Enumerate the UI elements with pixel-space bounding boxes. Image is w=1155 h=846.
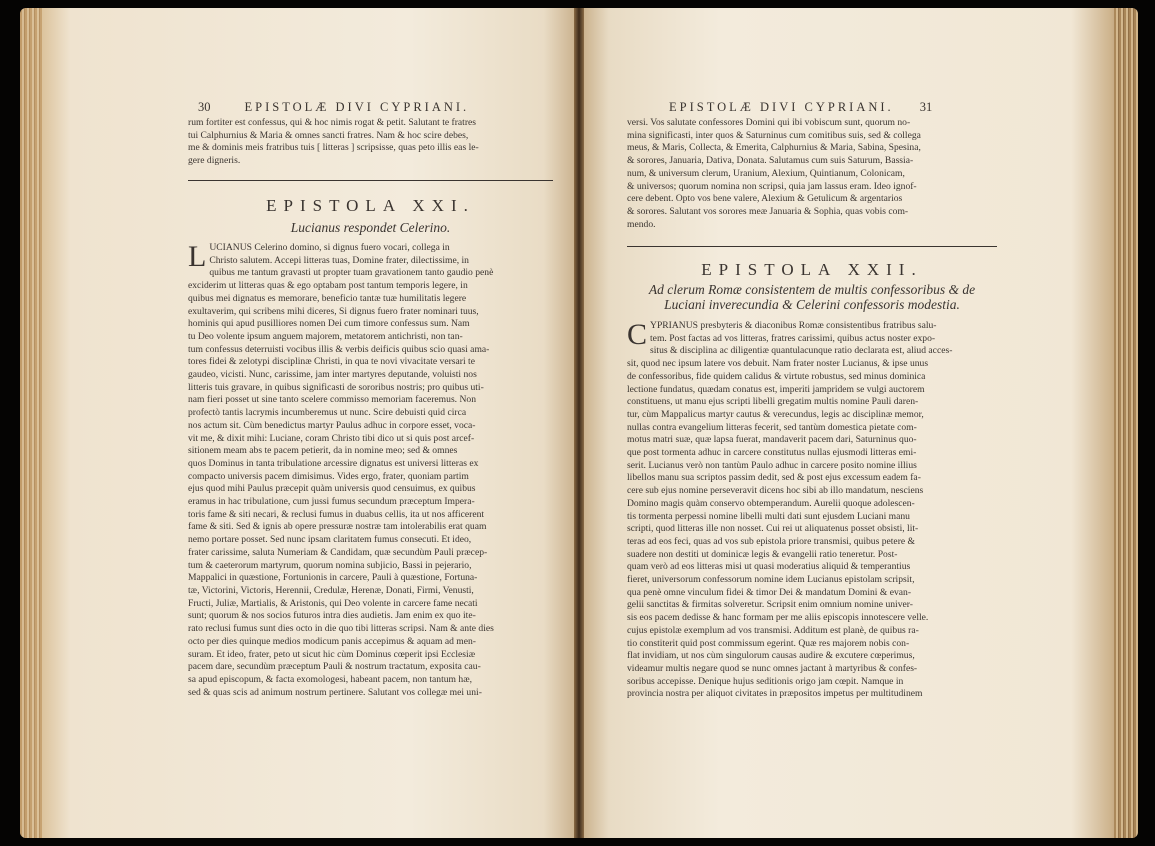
text-line: sit, quod nec ipsum latere vos debuit. Nam frater noster Lucianus, & ipse unus	[627, 358, 929, 370]
subtitle-line: Luciani inverecundia & Celerini confessoris modestia.	[664, 297, 960, 312]
text-line: quibus mei dignatus es memorare, beneficio tantæ tuæ humilitatis legere	[188, 292, 467, 304]
text-line: Fructi, Juliæ, Martialis, & Aristonis, qui Deo volente in carcere fame necati	[188, 597, 478, 609]
page-edges-left	[20, 8, 42, 838]
text-line: num, & universum clerum, Uranium, Alexium, Quintianum, Colonicam,	[627, 167, 905, 179]
text-line: & universos; quorum nomina non scripsi, quia jam lassus eram. Ideo ignof-	[627, 180, 917, 192]
epistle-subtitle-right	[627, 282, 997, 312]
text-line: fame & siti. Sed & ignis ab opere pressuræ nostræ tam intolerabilis erat quam	[188, 521, 487, 533]
page-number-right: 31	[919, 100, 933, 114]
page-edges-right	[1114, 8, 1138, 838]
text-line: tum confessus deterruisti vocibus illis & verbis deificis quibus scio quasi ama-	[188, 343, 490, 355]
text-line: pacem dare, secundùm præceptum Pauli & nostrum tractatum, exposita cau-	[188, 661, 481, 673]
text-line: motus matri suæ, quæ lapsa fuerat, mandaverit pacem dari, Saturninus quo-	[627, 434, 917, 446]
text-line: tores fidei & zelotypi disciplinæ Christi, in qua te novi vivacitate versari te	[188, 356, 475, 368]
text-line: exultaverim, qui scribens mihi diceres, Si dignus fuero frater nominari tuus,	[188, 305, 479, 317]
text-line: profectò tantis lacrymis incumberemus ut nunc. Scire debuisti quid circa	[188, 407, 467, 419]
text-line: tio constiterit quid post commissum egerint. Quæ res majorem nobis con-	[627, 637, 910, 649]
running-head-left-text: EPISTOLÆ DIVI CYPRIANI.	[244, 100, 470, 114]
right-epistle-body	[627, 320, 997, 701]
running-head-right	[669, 100, 932, 115]
text-line: soribus accepisse. Denique hujus seditionis origo jam cœpit. Namque in	[627, 675, 904, 687]
text-line: tæ, Victorini, Victoris, Herennii, Credulæ, Herenæ, Donati, Firmi, Venusti,	[188, 584, 474, 596]
text-line: libellos manu sua scriptos passim dedit, sed & post ejus excessum eadem fa-	[627, 472, 921, 484]
text-line: cujus epistolæ exemplum ad vos transmisi. Additum est planè, de quibus ra-	[627, 624, 919, 636]
text-line: hominis qui apud pusilliores nomen Dei cum timore confessus sum. Nam	[188, 318, 470, 330]
text-line: vit me, & dixit mihi: Luciane, coram Christo tibi dico ut si quis post arcef-	[188, 432, 475, 444]
text-line: rum fortiter est confessus, qui & hoc nimis rogat & petit. Salutant te fratres	[188, 117, 477, 128]
text-line: Domino magis quàm conservo obtemperandum. Aurelii quoque adolescen-	[627, 497, 915, 509]
section-rule-left	[188, 180, 553, 181]
text-line: versi. Vos salutate confessores Domini qui ibi vobiscum sunt, quorum no-	[627, 117, 911, 128]
text-line: teras ad eos feci, quas ad vos sub epistola priore transmisi, quibus petere &	[627, 535, 916, 547]
text-line: situs & disciplina ac diligentiæ quantulacunque ratio declarata est, aliud acces-	[650, 345, 953, 357]
text-line: tum & caeterorum martyrum, quorum nomina subjicio, Bassi in pejerario,	[188, 559, 472, 571]
text-line: suadere non destiti ut dominicæ legis & evangelii ratio teneretur. Post-	[627, 548, 898, 560]
text-line: scripti, quod litteras ille non nosset. Cui rei ut aliquatenus posset obsisti, lit-	[627, 523, 919, 535]
left-body-lines	[188, 255, 553, 700]
text-line: & sorores, Januaria, Dativa, Donata. Salutamus cum suis Saturum, Bassia-	[627, 155, 914, 167]
text-line: quibus me tantum gravasti ut propter tuam gravationem tanto gaudio penè	[209, 267, 494, 279]
section-rule-right	[627, 246, 997, 247]
text-line: litteris tuis gravare, in quibus significasti de sororibus nostris; pro quibus uti-	[188, 381, 484, 393]
text-line: de confessoribus, fide quidem calidus & virtute robustus, sed minus dominica	[627, 370, 926, 382]
text-line: gelii sanctitas & firmitas solveretur. Scripsit enim omnium nomine univer-	[627, 599, 913, 611]
text-line: sed & quas scis ad animum nostrum pertinere. Salutant vos collegæ mei uni-	[188, 686, 482, 698]
text-line: tis tormenta perpessi nomine libelli multi dati sunt ejusdem Luciani manu	[627, 510, 910, 522]
text-line: mina significasti, inter quos & Saturninus cum comitibus suis, sed & collega	[627, 129, 921, 141]
text-line: videamur multis negare quod se nunc omnes jactant à martyribus & confes-	[627, 662, 918, 674]
text-line: cere sub ejus nomine perseveravit dicens hoc sibi ab illo mandatum, nesciens	[627, 485, 924, 497]
first-word-right: YPRIANUS	[650, 320, 698, 331]
left-continuation	[188, 117, 553, 168]
text-line: compacto universis pacem dimisimus. Vides ergo, frater, quoniam partim	[188, 470, 469, 482]
right-page	[581, 8, 1138, 838]
text-line: serit. Lucianus verò non tantùm Paulo adhuc in carcere posito nomine illius	[627, 459, 917, 471]
text-line: tui Calphurnius & Maria & omnes sancti fratres. Nam & hoc scire debes,	[188, 129, 469, 141]
epistle-subtitle-left: Lucianus respondet Celerino.	[290, 220, 451, 235]
text-line: cere debent. Opto vos bene valere, Alexium & Getulicum & argentarios	[627, 193, 903, 205]
right-continuation	[627, 117, 997, 231]
left-page	[20, 8, 577, 838]
text-line: nos actum sit. Cùm benedictus martyr Paulus adhuc in corpore esset, voca-	[188, 419, 476, 431]
text-line: mendo.	[627, 218, 656, 230]
text-line: fieret, universorum confessorum nomine idem Lucianus epistolam scripsit,	[627, 574, 915, 586]
text-line: quam verò ad eos litteras misi ut quasi moderatius aliquid & temperantius	[627, 561, 911, 573]
epistle-title-right: EPISTOLA XXII.	[701, 260, 923, 279]
text-line: qua penè omne vinculum fidei & timor Dei & mandatum Domini & evan-	[627, 586, 912, 598]
epistle-title-left: EPISTOLA XXI.	[266, 196, 475, 215]
text-line: exciderim ut litteras quas & ego optabam post tantum temporis legere, in	[188, 280, 468, 292]
text-line: presbyteris & diaconibus Romæ consistentibus fratribus salu-	[700, 320, 937, 331]
open-book	[20, 8, 1138, 838]
text-line: sitionem meam abs te pacem petierit, da in nomine meo; sed & omnes	[188, 445, 458, 457]
running-head-left	[198, 100, 469, 115]
text-line: gere digneris.	[188, 155, 241, 167]
right-body-lines	[627, 333, 997, 701]
text-line: Celerino domino, si dignus fuero vocari, collega in	[254, 242, 450, 253]
text-line: toris fame & siti necari, & reclusi fumus in duabus cellis, ita ut nos afficerent	[188, 508, 485, 520]
book-gutter	[574, 8, 584, 838]
text-line: tu Deo volente ipsum anguem majorem, metatorem antichristi, non tan-	[188, 330, 463, 342]
text-line: constituens, ut manu ejus scripti libelli gregatim multis nomine Pauli daren-	[627, 396, 919, 408]
text-line: nemo portare posset. Sed nunc ipsam claritatem fumus consecuti. Et ideo,	[188, 534, 472, 546]
text-line: rato reclusi fumus sunt dies octo in die quo tibi litteras scripsi. Nam & ante dies	[188, 623, 494, 635]
drop-cap-left: L	[188, 240, 207, 273]
left-epistle-body	[188, 242, 553, 699]
text-line: Christo salutem. Accepi litteras tuas, Domine frater, dilectissime, in	[209, 254, 469, 266]
text-line: Mappalici in quæstione, Fortunionis in carcere, Pauli à quæstione, Fortuna-	[188, 572, 478, 584]
text-line: nullas contra evangelium litteras fecerit, sed tantùm domestica pietate com-	[627, 421, 917, 433]
text-line: & sorores. Salutant vos sorores meæ Januaria & Sophia, quas vobis com-	[627, 205, 909, 217]
drop-cap-right: C	[627, 318, 648, 351]
text-line: eramus in hac tribulatione, cum jussi fumus secundum præceptum Impera-	[188, 496, 475, 508]
text-line: lectione fundatus, quædam conatus est, imperiti jampridem se vulgi auctorem	[627, 383, 925, 395]
text-line: sis eos pacem dedisse & hanc formam per me aliis episcopis innotescere velle.	[627, 612, 929, 624]
text-line: nam fieri posset ut sine tanto scelere commisso memoriam faceremus. Non	[188, 394, 476, 406]
text-line: tem. Post factas ad vos litteras, fratres carissimi, quibus actus noster expo-	[650, 332, 936, 344]
text-line: quos Dominus in tanta tribulatione arcessire dignatus est universi litteras ex	[188, 457, 479, 469]
text-line: frater carissime, saluta Numeriam & Candidam, quæ secundùm Pauli præcep-	[188, 546, 488, 558]
subtitle-line: Ad clerum Romæ consistentem de multis confessoribus & de	[648, 282, 976, 297]
text-line: suram. Et ideo, frater, peto ut sicut hic cùm Dominus cœperit ipsi Ecclesiæ	[188, 648, 476, 660]
text-line: sa apud episcopum, & facta exomologesi, habeant pacem, non tantum hæ,	[188, 673, 473, 685]
running-head-right-text: EPISTOLÆ DIVI CYPRIANI.	[669, 100, 894, 114]
text-line: meus, & Maris, Collecta, & Emerita, Calphurnius & Maria, Sabina, Spesina,	[627, 142, 921, 154]
page-number-left: 30	[198, 100, 211, 114]
first-word-left: UCIANUS	[209, 242, 252, 253]
text-line: me & dominis meis fratribus tuis [ litteras ] scripsisse, quas peto illis eas le-	[188, 142, 479, 154]
text-line: sunt; quorum & nos socios futuros intra dies audietis. Jam enim ex quo ite-	[188, 610, 476, 622]
text-line: flat invidiam, ut nos cùm singulorum causas audire & excutere cœperimus,	[627, 650, 915, 662]
text-line: gaudeo, vicisti. Nunc, carissime, jam inter martyres deputande, voluisti nos	[188, 369, 477, 381]
text-line: octo per dies quinque medios modicum panis accepimus & aquam ad men-	[188, 635, 477, 647]
text-line: provincia nostra per aliquot civitates in præpositos impetus per multitudinem	[627, 688, 923, 700]
text-line: que post tormenta adhuc in carcere constitutus nullas ejusmodi litteras emi-	[627, 447, 917, 459]
text-line: ejus quod mihi Paulus præcepit quàm universis quod censuimus, ex quibus	[188, 483, 476, 495]
text-line: tur, cùm Mappalicus martyr cautus & verecundus, legis ac disciplinæ memor,	[627, 408, 924, 420]
